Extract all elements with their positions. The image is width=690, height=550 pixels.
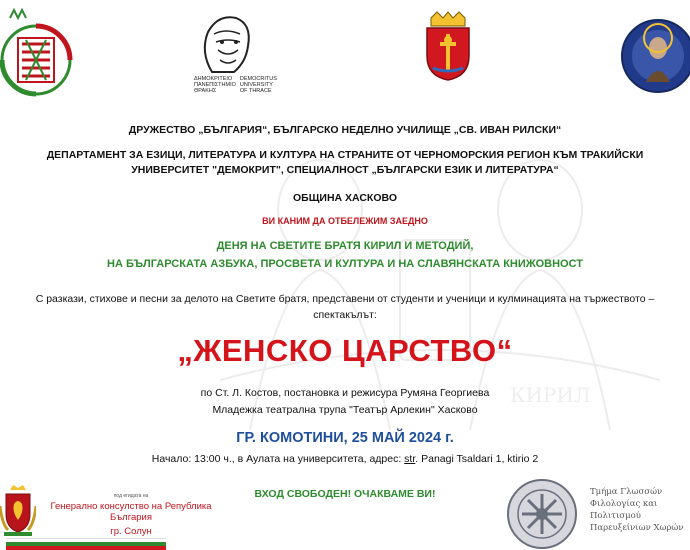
patron-label: под егидата на xyxy=(113,493,149,499)
organizer-society-line: ДРУЖЕСТВО „БЪЛГАРИЯ“, БЪЛГАРСКО НЕДЕЛНО УЧИЛИЩЕ „СВ. ИВАН РИЛСКИ“ xyxy=(128,124,562,136)
university-specialty-line: УНИВЕРСИТЕТ "ДЕМОКРИТ", СПЕЦИАЛНОСТ „БЪЛГАРСКИ ЕЗИК И ЛИТЕРАТУРА“ xyxy=(131,164,559,176)
department-line: ДЕПАРТАМЕНТ ЗА ЕЗИЦИ, ЛИТЕРАТУРА И КУЛТУРА НА СТРАНИТЕ ОТ ЧЕРНОМОРСКИЯ РЕГИОН КЪМ ТРАКИЙСКИ xyxy=(46,149,644,161)
haskovo-coat-of-arms xyxy=(423,10,473,82)
address-rest-text: . Panagi Tsaldari 1, ktirio 2 xyxy=(415,453,539,465)
invitation-line: ВИ КАНИМ ДА ОТБЕЛЕЖИМ ЗАЕДНО xyxy=(262,216,428,226)
bulgarian-flag-stripe xyxy=(6,538,166,550)
municipality-line: ОБЩИНА ХАСКОВО xyxy=(292,192,397,204)
saint-ivan-rilski-school-logo xyxy=(620,10,690,106)
democritus-university-logo xyxy=(190,12,264,76)
duth-greek-name: ΔΗΜΟΚΡΙΤΕΙΟ ΠΑΝΕΠΙΣΤΗΜΙΟ ΘΡΑΚΗΣ xyxy=(194,76,236,94)
duth-english-name: DEMOCRITUS UNIVERSITY OF THRACE xyxy=(239,76,277,94)
free-entry-line: ВХОД СВОБОДЕН! ОЧАКВАМЕ ВИ! xyxy=(254,488,436,500)
address-street-link[interactable]: str xyxy=(404,453,416,465)
date-place-line: ГР. КОМОТИНИ, 25 МАЙ 2024 г. xyxy=(236,430,454,446)
play-author-line: по Ст. Л. Костов, постановка и режисура Румяна Георгиева xyxy=(200,387,490,399)
consulate-city: гр. Солун xyxy=(110,526,152,537)
theatre-troupe-line: Младежка театрална трупа "Театър Арлекин" Хасково xyxy=(212,404,478,416)
consulate-block xyxy=(36,493,226,537)
start-time-text: Начало: 13:00 ч., в Аулата на университета, адрес: xyxy=(151,453,405,465)
occasion-line-2: НА БЪЛГАРСКАТА АЗБУКА, ПРОСВЕТА И КУЛТУРА И НА СЛАВЯНСКАТА КНИЖОВНОСТ xyxy=(107,258,583,270)
consulate-name: Генерално консулство на Република България xyxy=(50,501,212,523)
greek-department-seal xyxy=(506,478,578,550)
program-line-2: спектакълът: xyxy=(313,309,377,321)
svg-text:КИРИЛ: КИРИЛ xyxy=(510,383,591,407)
program-line-1: С разкази, стихове и песни за делото на Светите братя, представени от студенти и ученици и кулминацията на тържеството – xyxy=(35,293,655,305)
bulgaria-coat-of-arms xyxy=(0,484,36,538)
society-bulgaria-logo xyxy=(0,8,78,104)
start-address-line xyxy=(0,453,690,465)
duth-caption xyxy=(194,76,280,94)
occasion-line-1: ДЕНЯ НА СВЕТИТЕ БРАТЯ КИРИЛ И МЕТОДИЙ, xyxy=(216,240,474,252)
greek-department-name: Τμήμα Γλωσσών Φιλολογίας και Πολιτισμού Παρευξείνιων Χωρών xyxy=(590,487,684,533)
play-title: „ЖЕНСКО ЦАРСТВО“ xyxy=(177,333,513,368)
